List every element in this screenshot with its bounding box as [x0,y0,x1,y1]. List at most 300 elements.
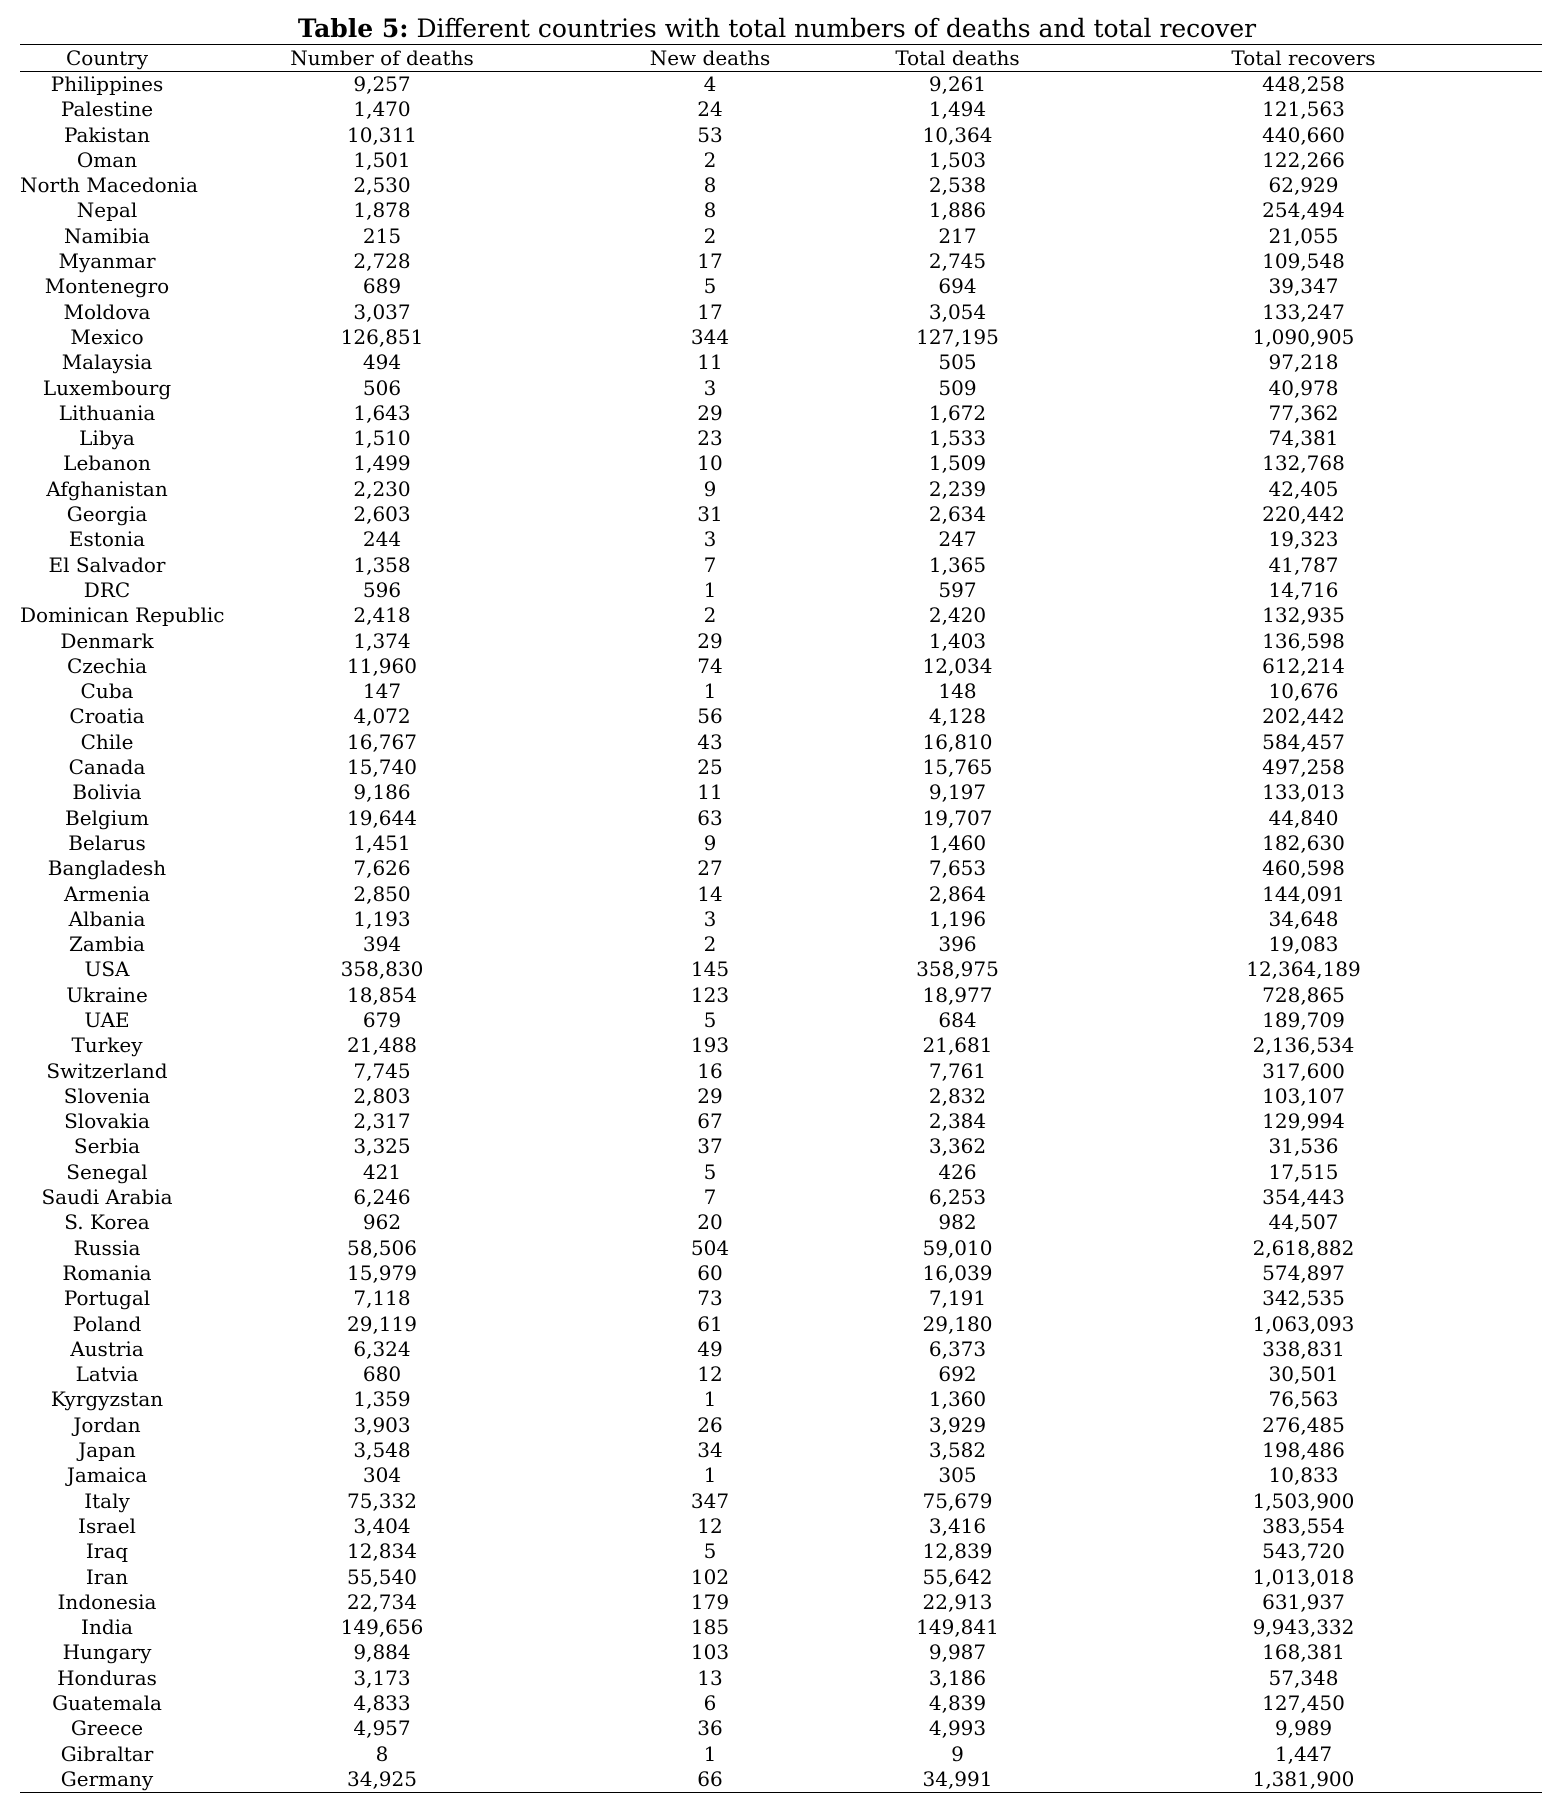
total-deaths-cell: 3,582 [928,1438,987,1463]
total-recovers-cell: 133,247 [1262,299,1345,324]
number-of-deaths-cell: 2,418 [353,603,411,628]
new-deaths-cell: 29 [697,400,723,425]
total-recovers-cell: 1,063,093 [1252,1311,1355,1336]
total-deaths-cell: 6,253 [928,1185,987,1210]
new-deaths-cell: 29 [697,1083,723,1108]
total-recovers-cell: 127,450 [1262,1691,1345,1715]
total-recovers-cell: 40,978 [1268,375,1339,400]
number-of-deaths-cell: 147 [362,679,402,704]
total-deaths-cell: 2,864 [928,881,987,906]
country-cell: Oman [76,147,138,172]
table-row [20,1160,1542,1185]
country-cell: Romania [62,1260,152,1285]
number-of-deaths-cell: 394 [362,932,402,957]
total-deaths-cell: 12,034 [922,653,993,678]
total-deaths-cell: 1,503 [928,147,987,172]
number-of-deaths-cell: 2,603 [353,502,411,527]
table-row [20,1387,1542,1412]
total-deaths-cell: 10,364 [922,122,993,147]
total-recovers-cell: 19,323 [1268,527,1339,552]
new-deaths-cell: 66 [570,1767,850,1793]
country-cell: UAE [84,1007,130,1032]
total-deaths-cell: 692 [938,1362,977,1387]
total-deaths-cell: 127,195 [916,324,999,349]
total-recovers-cell: 136,598 [1262,628,1345,653]
new-deaths-cell: 23 [697,426,723,451]
total-deaths-cell: 12,839 [922,1539,993,1564]
number-of-deaths-cell: 2,317 [353,1109,411,1134]
country-cell: Russia [73,1235,141,1260]
new-deaths-cell: 31 [697,502,723,527]
new-deaths-cell: 37 [697,1134,723,1159]
new-deaths-cell: 344 [690,324,730,349]
table-row [20,1312,1542,1337]
new-deaths-cell: 5 [703,1007,717,1032]
table-row [20,1286,1542,1311]
number-of-deaths-cell: 6,246 [353,1185,411,1210]
total-recovers-cell: 182,630 [1262,830,1345,855]
new-deaths-cell: 7 [703,1185,717,1210]
table-row [20,603,1542,628]
total-deaths-cell: 7,191 [928,1286,987,1311]
country-cell: Israel [78,1513,136,1538]
country-cell: Luxembourg [42,375,172,400]
new-deaths-cell: 27 [697,856,723,881]
total-deaths-cell: 982 [938,1210,977,1235]
total-deaths-cell: 7,653 [928,856,987,881]
new-deaths-cell: 12 [697,1362,723,1387]
country-cell: Georgia [66,502,148,527]
country-cell: Switzerland [46,1058,168,1083]
number-of-deaths-cell: 2,530 [353,173,411,198]
table-row [20,882,1542,907]
number-of-deaths-cell: 7,745 [353,1058,411,1083]
number-of-deaths-cell: 689 [362,274,402,299]
total-deaths-cell: 1,509 [928,451,987,476]
table-row [20,376,1542,401]
total-recovers-cell: 31,536 [1268,1134,1339,1159]
country-cell: Senegal [66,1159,148,1184]
country-cell: Cuba [80,679,134,704]
table-row [20,679,1542,704]
table-row [20,932,1542,957]
total-deaths-cell: 2,420 [928,603,987,628]
country-cell: North Macedonia [20,173,198,198]
number-of-deaths-cell: 126,851 [340,324,424,349]
new-deaths-cell: 123 [690,982,730,1007]
new-deaths-cell: 8 [703,173,717,198]
new-deaths-cell: 3 [703,527,717,552]
total-recovers-cell: 132,935 [1262,603,1345,628]
total-deaths-cell: 1,403 [928,628,987,653]
total-deaths-cell: 1,196 [928,906,987,931]
total-recovers-cell: 76,563 [1268,1387,1339,1412]
table-row [20,1033,1542,1058]
country-cell: Kyrgyzstan [50,1387,164,1412]
new-deaths-cell: 103 [690,1640,730,1665]
total-deaths-cell: 75,679 [922,1488,993,1513]
number-of-deaths-cell: 8 [375,1741,389,1766]
country-cell: Belgium [65,805,149,830]
new-deaths-cell: 3 [703,906,717,931]
country-cell: Gibraltar [60,1741,154,1766]
number-of-deaths-cell: 149,656 [340,1615,424,1640]
number-of-deaths-cell: 2,230 [353,476,411,501]
total-recovers-cell: 19,083 [1268,932,1339,957]
country-cell: Nepal [76,198,138,223]
country-cell: Namibia [64,223,150,248]
country-cell: Poland [72,1311,142,1336]
number-of-deaths-cell: 4,833 [353,1691,411,1715]
number-of-deaths-cell: 12,834 [347,1539,417,1564]
country-cell: Chile [80,729,134,754]
total-deaths-cell: 16,810 [922,729,993,754]
total-deaths-cell: 2,832 [928,1083,987,1108]
table-row [20,401,1542,426]
number-of-deaths-cell: 2,850 [353,881,411,906]
country-cell: Mexico [70,324,144,349]
table-row [20,856,1542,881]
number-of-deaths-cell: 1,499 [353,451,411,476]
table-row [20,249,1542,274]
new-deaths-cell: 20 [697,1210,723,1235]
number-of-deaths-cell: 10,311 [347,122,417,147]
country-cell: Lebanon [63,451,151,476]
new-deaths-cell: 145 [690,957,730,982]
country-cell: Jamaica [66,1463,148,1488]
total-recovers-cell: 129,994 [1262,1109,1345,1134]
total-recovers-cell: 584,457 [1262,729,1345,754]
number-of-deaths-cell: 1,359 [353,1387,411,1412]
number-of-deaths-cell: 1,358 [353,552,411,577]
total-recovers-cell: 612,214 [1262,653,1345,678]
total-recovers-cell: 10,833 [1268,1463,1339,1488]
total-deaths-cell: 1,886 [928,198,987,223]
total-recovers-cell: 74,381 [1268,426,1339,451]
country-cell: Lithuania [58,400,156,425]
total-deaths-cell: 19,707 [922,805,993,830]
country-cell: Albania [68,906,146,931]
total-deaths-cell: 29,180 [922,1311,993,1336]
total-deaths-cell: 6,373 [928,1336,987,1361]
table-row [20,1514,1542,1539]
number-of-deaths-cell: 18,854 [347,982,417,1007]
total-deaths-cell: 509 [938,375,977,400]
total-deaths-cell: 59,010 [922,1235,993,1260]
table-row [20,274,1542,299]
new-deaths-cell: 25 [697,755,723,780]
total-deaths-cell: 16,039 [922,1260,993,1285]
total-deaths-cell: 4,839 [928,1691,987,1715]
table-row [20,198,1542,223]
total-deaths-cell: 2,239 [928,476,987,501]
table-row [20,1261,1542,1286]
total-recovers-cell: 30,501 [1268,1362,1339,1387]
table-row [20,1084,1542,1109]
country-cell: Armenia [63,881,150,906]
total-recovers-cell: 574,897 [1262,1260,1345,1285]
total-deaths-cell: 4,993 [928,1716,987,1741]
total-deaths-cell: 3,054 [928,299,987,324]
table-row [20,1666,1542,1691]
number-of-deaths-cell: 421 [362,1159,402,1184]
table-row [20,97,1542,122]
table-row [20,831,1542,856]
total-deaths-cell: 3,929 [928,1412,987,1437]
total-deaths-cell: 1,533 [928,426,987,451]
total-recovers-cell: 10,676 [1268,679,1339,704]
total-recovers-cell: 440,660 [1262,122,1345,147]
number-of-deaths-cell: 1,193 [353,906,411,931]
country-cell: Bolivia [72,780,142,805]
table-row [20,123,1542,148]
total-recovers-cell: 133,013 [1262,780,1345,805]
table-row [20,806,1542,831]
total-deaths-cell: 1,365 [928,552,987,577]
country-cell: Malaysia [61,350,153,375]
number-of-deaths-cell: 1,374 [353,628,411,653]
total-deaths-cell: 34,991 [850,1767,1065,1793]
new-deaths-cell: 12 [697,1513,723,1538]
column-header-total-deaths: Total deaths [850,45,1065,72]
country-cell: Latvia [75,1362,139,1387]
number-of-deaths-cell: 3,404 [353,1513,411,1538]
new-deaths-cell: 347 [690,1488,730,1513]
total-deaths-cell: 505 [938,350,977,375]
new-deaths-cell: 2 [703,147,717,172]
table-row [20,1438,1542,1463]
new-deaths-cell: 4 [703,72,717,96]
table-row [20,1489,1542,1514]
table-row [20,1337,1542,1362]
number-of-deaths-cell: 21,488 [347,1033,417,1058]
new-deaths-cell: 17 [697,249,723,274]
total-recovers-cell: 2,618,882 [1252,1235,1355,1260]
country-cell: Denmark [60,628,154,653]
new-deaths-cell: 34 [697,1438,723,1463]
number-of-deaths-cell: 1,878 [353,198,411,223]
number-of-deaths-cell: 11,960 [347,653,417,678]
country-cell: Turkey [71,1033,143,1058]
total-deaths-cell: 9,197 [928,780,987,805]
table-row [20,527,1542,552]
table-container [20,44,1542,1793]
country-cell: Bangladesh [47,856,167,881]
number-of-deaths-cell: 215 [362,223,402,248]
total-deaths-cell: 426 [938,1159,977,1184]
total-recovers-cell: 220,442 [1262,502,1345,527]
total-deaths-cell: 18,977 [922,982,993,1007]
total-recovers-cell: 1,503,900 [1252,1488,1355,1513]
total-deaths-cell: 21,681 [922,1033,993,1058]
new-deaths-cell: 5 [703,1539,717,1564]
new-deaths-cell: 7 [703,552,717,577]
table-row [20,1109,1542,1134]
country-cell: Estonia [68,527,146,552]
total-recovers-cell: 631,937 [1262,1589,1345,1614]
new-deaths-cell: 1 [703,1741,717,1766]
country-cell: Czechia [66,653,148,678]
country-cell: Serbia [73,1134,141,1159]
total-deaths-cell: 9,261 [928,72,987,96]
table-row [20,730,1542,755]
total-recovers-cell: 198,486 [1262,1438,1345,1463]
total-recovers-cell: 1,381,900 [1065,1767,1542,1793]
table-row [20,1413,1542,1438]
new-deaths-cell: 43 [697,729,723,754]
country-cell: Honduras [57,1665,157,1690]
table-row [20,629,1542,654]
table-row [20,1059,1542,1084]
country-cell: Japan [78,1438,136,1463]
new-deaths-cell: 14 [697,881,723,906]
new-deaths-cell: 16 [697,1058,723,1083]
new-deaths-cell: 1 [703,577,717,602]
total-deaths-cell: 597 [938,577,977,602]
country-cell: Belarus [68,830,146,855]
table-row [20,654,1542,679]
table-row [20,1210,1542,1235]
new-deaths-cell: 3 [703,375,717,400]
new-deaths-cell: 179 [690,1589,730,1614]
total-recovers-cell: 21,055 [1268,223,1339,248]
total-deaths-cell: 15,765 [922,755,993,780]
total-recovers-cell: 202,442 [1262,704,1345,729]
total-recovers-cell: 121,563 [1262,97,1345,122]
number-of-deaths-cell: 4,957 [353,1716,411,1741]
total-recovers-cell: 543,720 [1262,1539,1345,1564]
new-deaths-cell: 56 [697,704,723,729]
total-deaths-cell: 55,642 [922,1564,993,1589]
number-of-deaths-cell: 34,925 [194,1767,570,1793]
total-recovers-cell: 44,840 [1268,805,1339,830]
number-of-deaths-cell: 6,324 [353,1336,411,1361]
new-deaths-cell: 63 [697,805,723,830]
new-deaths-cell: 74 [697,653,723,678]
new-deaths-cell: 61 [697,1311,723,1336]
table-header [20,45,1542,72]
number-of-deaths-cell: 19,644 [347,805,417,830]
number-of-deaths-cell: 3,903 [353,1412,411,1437]
new-deaths-cell: 73 [697,1286,723,1311]
total-recovers-cell: 132,768 [1262,451,1345,476]
new-deaths-cell: 67 [697,1109,723,1134]
country-cell: S. Korea [64,1210,150,1235]
country-cell: India [81,1615,133,1640]
new-deaths-cell: 193 [690,1033,730,1058]
total-recovers-cell: 12,364,189 [1246,957,1361,982]
table-row [20,1691,1542,1716]
column-header-number-of-deaths: Number of deaths [194,45,570,72]
country-cell: Canada [68,755,146,780]
total-recovers-cell: 17,515 [1268,1159,1339,1184]
number-of-deaths-cell: 1,643 [353,400,411,425]
number-of-deaths-cell: 962 [362,1210,402,1235]
number-of-deaths-cell: 679 [362,1007,402,1032]
country-cell: Indonesia [57,1589,157,1614]
table-row [20,1640,1542,1665]
total-recovers-cell: 42,405 [1268,476,1339,501]
country-cell: Jordan [73,1412,141,1437]
table-row [20,957,1542,982]
table-row [20,553,1542,578]
table-row [20,1539,1542,1564]
country-cell: Dominican Republic [20,603,225,628]
country-cell: Iran [85,1564,129,1589]
total-recovers-cell: 460,598 [1262,856,1345,881]
new-deaths-cell: 11 [697,780,723,805]
country-cell: Germany [20,1767,194,1793]
country-cell: Philippines [50,72,164,96]
table-row [20,1590,1542,1615]
new-deaths-cell: 5 [703,1159,717,1184]
number-of-deaths-cell: 75,332 [347,1488,417,1513]
new-deaths-cell: 10 [697,451,723,476]
country-cell: Pakistan [63,122,151,147]
new-deaths-cell: 5 [703,274,717,299]
total-recovers-cell: 97,218 [1268,350,1339,375]
country-cell: Afghanistan [46,476,168,501]
total-recovers-cell: 41,787 [1268,552,1339,577]
table-row [20,1615,1542,1640]
country-cell: Italy [84,1488,130,1513]
total-recovers-cell: 1,013,018 [1252,1564,1355,1589]
total-recovers-cell: 9,943,332 [1252,1615,1355,1640]
table-row [20,1716,1542,1741]
country-cell: Libya [79,426,135,451]
country-cell: Slovakia [64,1109,150,1134]
table-row [20,1134,1542,1159]
total-recovers-cell: 342,535 [1262,1286,1345,1311]
number-of-deaths-cell: 29,119 [347,1311,417,1336]
total-deaths-cell: 1,672 [928,400,987,425]
table-row [20,224,1542,249]
table-row [20,300,1542,325]
number-of-deaths-cell: 680 [362,1362,402,1387]
table-row [20,983,1542,1008]
number-of-deaths-cell: 1,501 [353,147,411,172]
column-header-country: Country [20,45,194,72]
new-deaths-cell: 24 [697,97,723,122]
country-cell: Palestine [60,97,154,122]
total-deaths-cell: 2,384 [928,1109,987,1134]
country-cell: Montenegro [44,274,170,299]
country-cell: Portugal [63,1286,151,1311]
total-recovers-cell: 448,258 [1262,72,1345,96]
table-row [20,755,1542,780]
country-cell: DRC [83,577,131,602]
table-row [20,907,1542,932]
total-recovers-cell: 497,258 [1262,755,1345,780]
table-caption [0,12,1554,46]
new-deaths-cell: 1 [703,1387,717,1412]
new-deaths-cell: 36 [697,1716,723,1741]
number-of-deaths-cell: 7,626 [353,856,411,881]
number-of-deaths-cell: 2,728 [353,249,411,274]
table-row [20,173,1542,198]
number-of-deaths-cell: 3,037 [353,299,411,324]
total-deaths-cell: 9 [951,1741,964,1766]
total-recovers-cell: 276,485 [1262,1412,1345,1437]
new-deaths-cell: 2 [703,932,717,957]
table-row [20,1362,1542,1387]
total-recovers-cell: 189,709 [1262,1007,1345,1032]
country-cell: Iraq [85,1539,129,1564]
total-recovers-cell: 1,447 [1274,1741,1333,1766]
total-recovers-cell: 338,831 [1262,1336,1345,1361]
new-deaths-cell: 26 [697,1412,723,1437]
table-row [20,325,1542,350]
